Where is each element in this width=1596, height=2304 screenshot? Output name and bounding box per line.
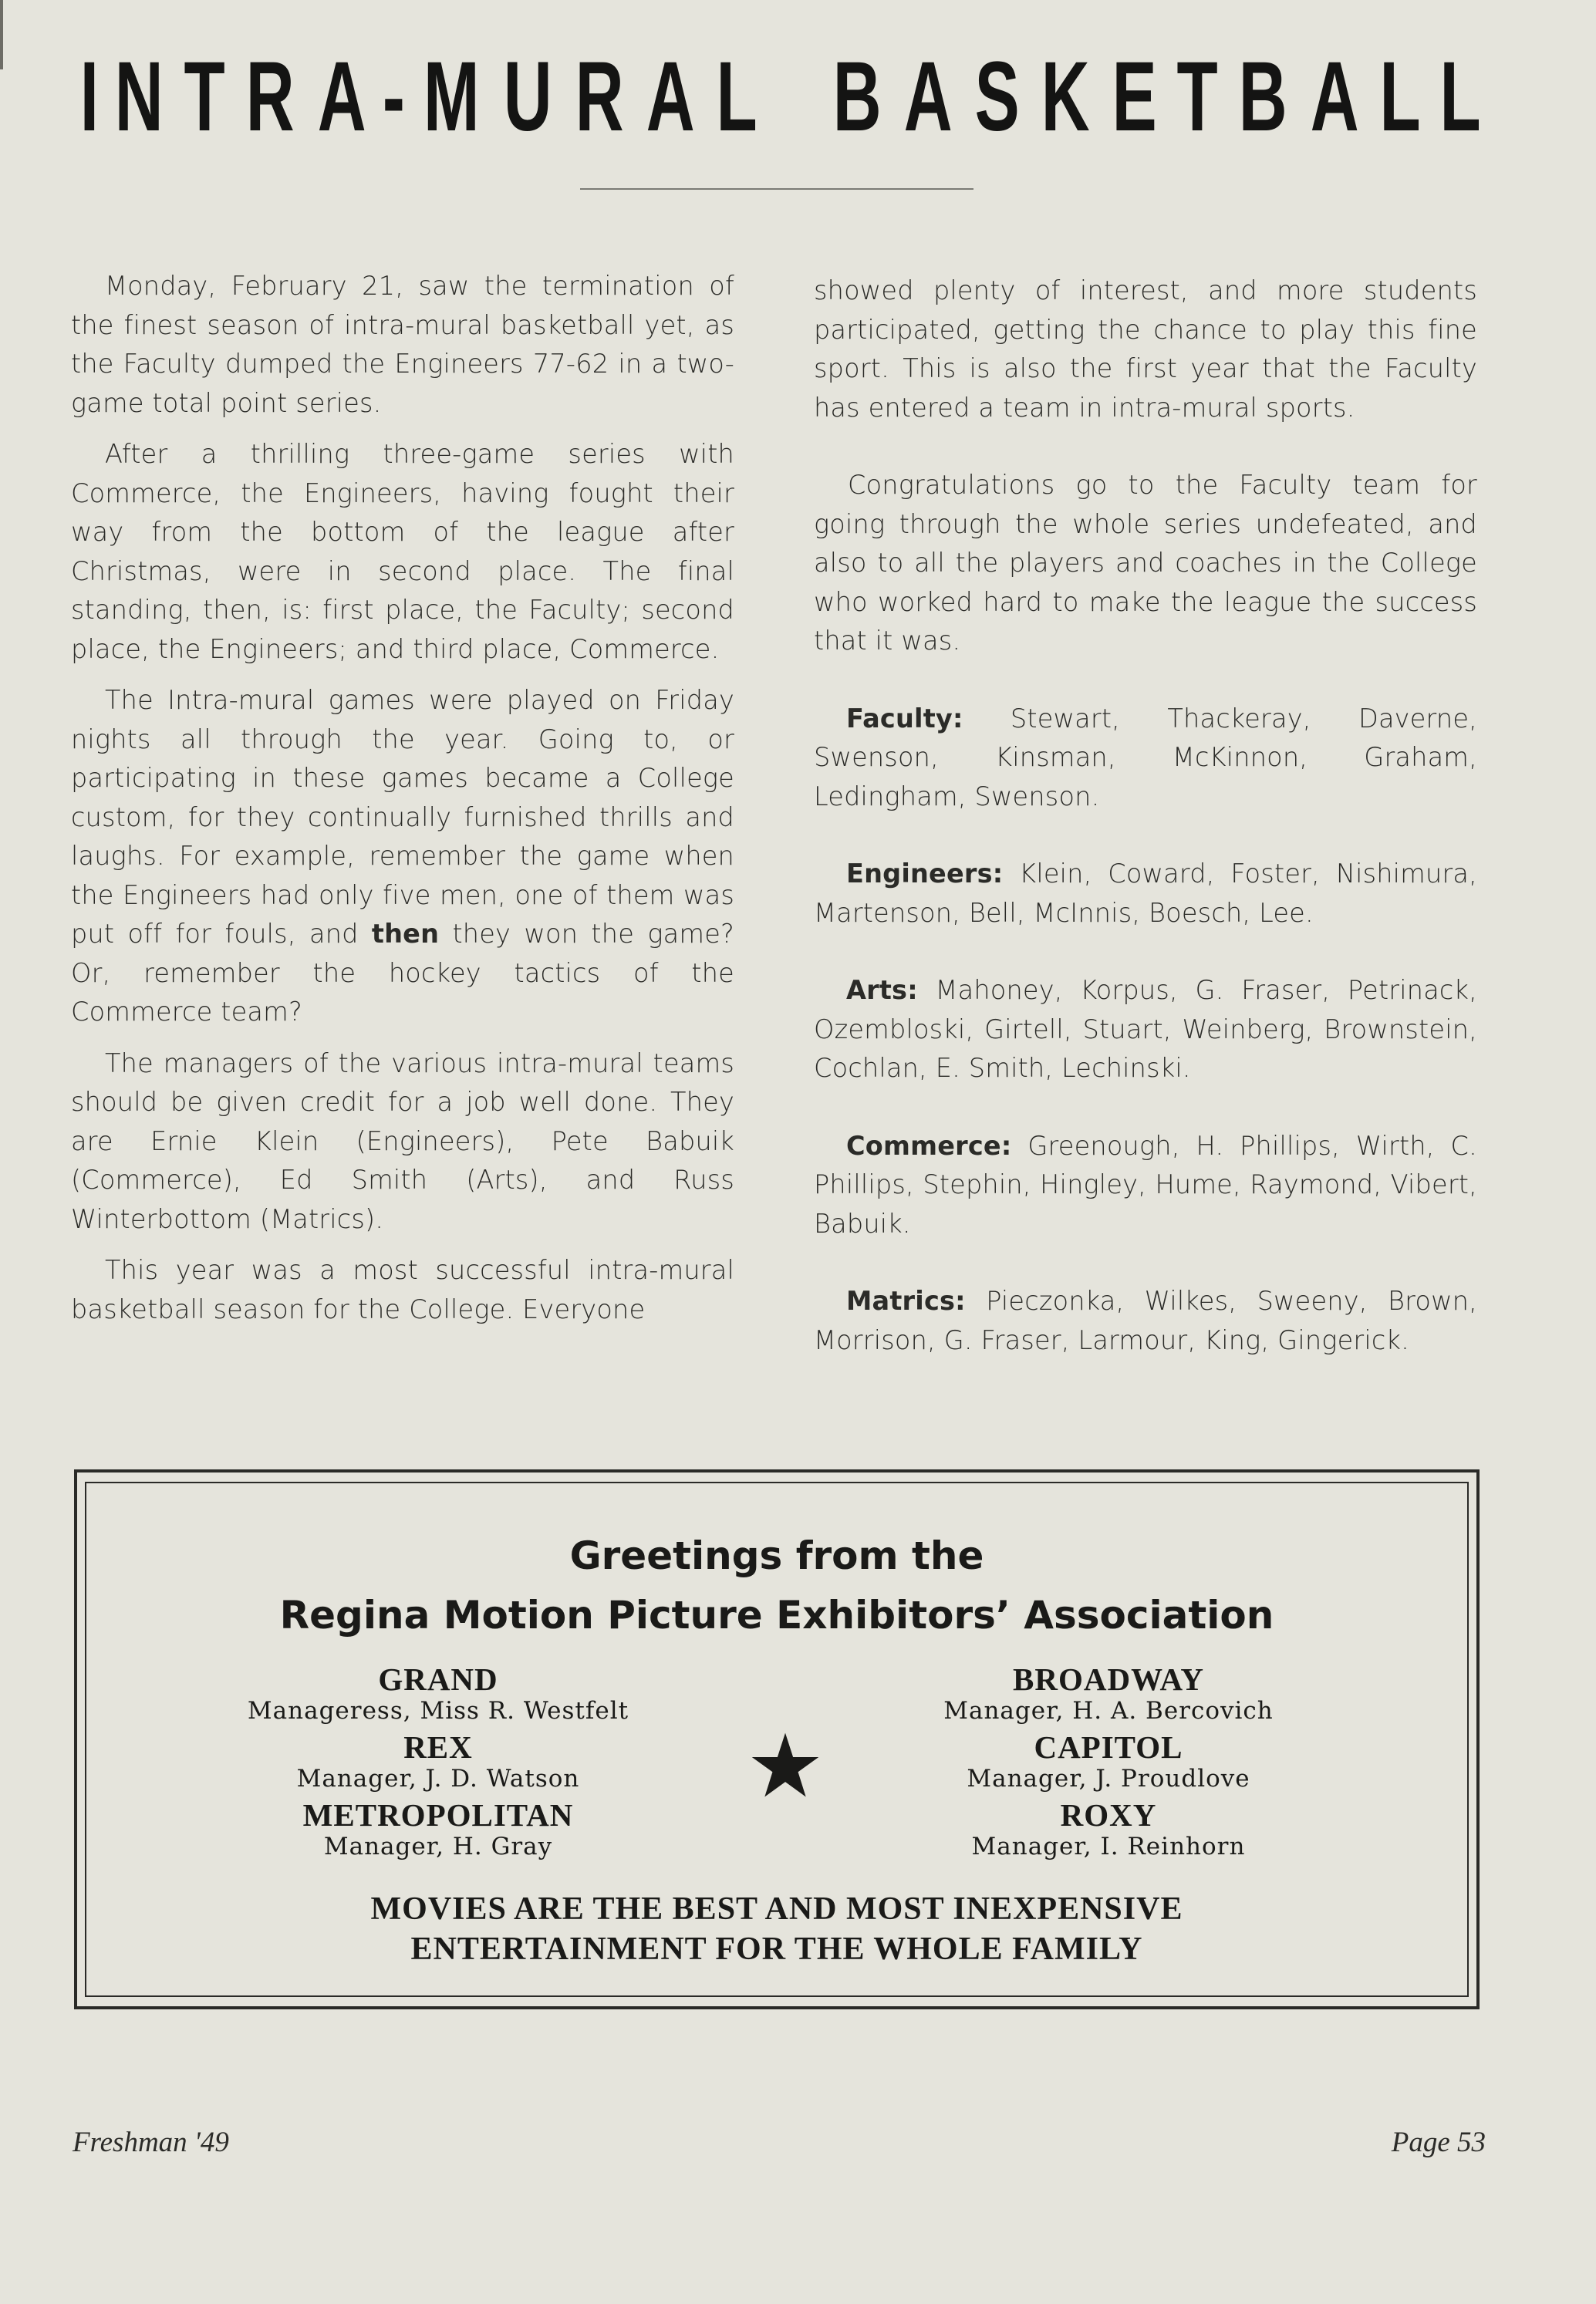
title-divider <box>580 188 973 190</box>
title-letter: R <box>245 42 295 152</box>
paragraph-text: The Intra-mural games were played on Friday nights all through the year. Going to, or participating in these games became a College custom, for they continually furnished thrills and laughs. For example, remember the game when the Engineers had only five men, one of them was put off for fouls, and <box>71 685 734 949</box>
theatre-manager: Manageress, Miss R. Westfelt <box>247 1697 629 1725</box>
footer-page-number: Page 53 <box>1391 2127 1486 2158</box>
article-paragraph: This year was a most successful intra-mural basketball season for the College. Everyone <box>71 1255 734 1324</box>
team-name: Commerce: <box>846 1130 1012 1161</box>
page-title <box>76 42 1487 152</box>
team-roster-arts <box>814 971 1477 1088</box>
title-letter: U <box>504 42 552 152</box>
ad-heading-line-2: Regina Motion Picture Exhibitors’ Association <box>279 1593 1274 1638</box>
theatre-manager: Manager, I. Reinhorn <box>971 1833 1246 1860</box>
article-paragraph <box>71 681 734 1032</box>
title-space <box>798 48 817 147</box>
title-space <box>771 48 790 147</box>
star-icon <box>750 1730 821 1801</box>
theatre-broadway <box>869 1662 1348 1725</box>
title-letter: R <box>575 42 624 152</box>
team-roster-faculty <box>814 700 1477 817</box>
theatre-name: CAPITOL <box>1034 1729 1183 1765</box>
theatre-name: METROPOLITAN <box>302 1797 574 1833</box>
team-name: Matrics: <box>846 1286 966 1316</box>
advertisement-inner-border <box>85 1482 1469 1997</box>
title-letter: I <box>79 42 99 152</box>
title-letter: S <box>974 42 1020 152</box>
title-letter: A <box>1310 42 1359 152</box>
team-players: Greenough, H. Phillips, Wirth, C. Phillips, Stephin, Hingley, Hume, Raymond, Vibert, Babuik. <box>814 1130 1477 1239</box>
title-letter: N <box>114 42 164 152</box>
team-name: Engineers: <box>846 859 1004 889</box>
theatre-rex <box>199 1730 677 1793</box>
title-letter: - <box>382 42 405 152</box>
article-paragraph: After a thrilling three-game series with Commerce, the Engineers, having fought their way from the bottom of the league after Christmas, were in second place. The final standing, then, is: first place, the Faculty; second place, the Engineers; and third place, Commerce. <box>71 439 734 664</box>
title-letter: T <box>184 42 225 152</box>
theatre-name: BROADWAY <box>1013 1661 1204 1697</box>
footer-publication: Freshman '49 <box>73 2127 229 2158</box>
title-letter: A <box>646 42 695 152</box>
article-paragraph-continued: showed plenty of interest, and more students participated, getting the chance to play this fine sport. This is also the first year that the Faculty has entered a team in intra-mural sports. <box>814 275 1477 423</box>
paragraph-text: they won the game? Or, remember the hockey tactics of the Commerce team? <box>71 919 734 1027</box>
theatre-grand <box>199 1662 677 1725</box>
title-letter: K <box>1041 42 1090 152</box>
title-letter: T <box>1176 42 1218 152</box>
title-letter: M <box>423 42 480 152</box>
team-players: Stewart, Thackeray, Daverne, Swenson, Kinsman, McKinnon, Graham, Ledingham, Swenson. <box>814 703 1477 811</box>
theatre-name: ROXY <box>1060 1797 1157 1833</box>
title-letter: B <box>1238 42 1287 152</box>
theatre-name: REX <box>403 1729 473 1765</box>
team-roster-engineers <box>814 855 1477 933</box>
article-right-column <box>814 272 1477 1398</box>
title-letter: A <box>904 42 953 152</box>
title-letter: L <box>716 42 758 152</box>
theatre-roxy <box>869 1798 1348 1861</box>
title-letter: L <box>1439 42 1481 152</box>
title-letter: A <box>317 42 366 152</box>
article-paragraph: Congratulations go to the Faculty team for going through the whole series undefeated, and also to all the players and coaches in the College who worked hard to make the league the success that it was. <box>814 470 1477 656</box>
theatre-manager: Manager, J. D. Watson <box>296 1765 580 1793</box>
team-players: Pieczonka, Wilkes, Sweeny, Brown, Morrison, G. Fraser, Larmour, King, Gingerick. <box>814 1286 1477 1355</box>
emphasized-word: then <box>371 919 440 949</box>
team-roster-matrics <box>814 1282 1477 1360</box>
ad-slogan-line-2: ENTERTAINMENT FOR THE WHOLE FAMILY <box>410 1931 1143 1967</box>
team-players: Klein, Coward, Foster, Nishimura, Martenson, Bell, McInnis, Boesch, Lee. <box>814 859 1477 928</box>
title-letter: E <box>1112 42 1157 152</box>
team-roster-commerce <box>814 1127 1477 1244</box>
theatre-manager: Manager, H. A. Bercovich <box>943 1697 1274 1725</box>
theatre-metropolitan <box>199 1798 677 1861</box>
theatre-manager: Manager, H. Gray <box>323 1833 553 1860</box>
ad-heading-line-1: Greetings from the <box>569 1533 984 1578</box>
team-players: Mahoney, Korpus, G. Fraser, Petrinack, Ozembloski, Girtell, Stuart, Weinberg, Brownstein, Cochlan, E. Smith, Lechinski. <box>814 975 1477 1083</box>
theatre-capitol <box>869 1730 1348 1793</box>
team-name: Arts: <box>846 975 918 1005</box>
article-paragraph: Monday, February 21, saw the termination of the finest season of intra-mural basketball yet, as the Faculty dumped the Engineers 77-62 in a two-game total point series. <box>71 271 734 418</box>
ad-slogan-line-1: MOVIES ARE THE BEST AND MOST INEXPENSIVE <box>370 1891 1183 1927</box>
title-letter: B <box>832 42 882 152</box>
advertisement-box <box>74 1469 1480 2009</box>
article-left-column <box>71 267 734 1341</box>
article-paragraph: The managers of the various intra-mural teams should be given credit for a job well done. They are Ernie Klein (Engineers), Pete Babuik (Commerce), Ed Smith (Arts), and Russ Winterbottom (Matrics). <box>71 1047 734 1234</box>
team-name: Faculty: <box>846 703 963 734</box>
theatre-manager: Manager, J. Proudlove <box>967 1765 1250 1793</box>
page-edge-shadow <box>0 0 3 69</box>
title-letter: L <box>1379 42 1421 152</box>
theatre-name: GRAND <box>378 1661 498 1697</box>
